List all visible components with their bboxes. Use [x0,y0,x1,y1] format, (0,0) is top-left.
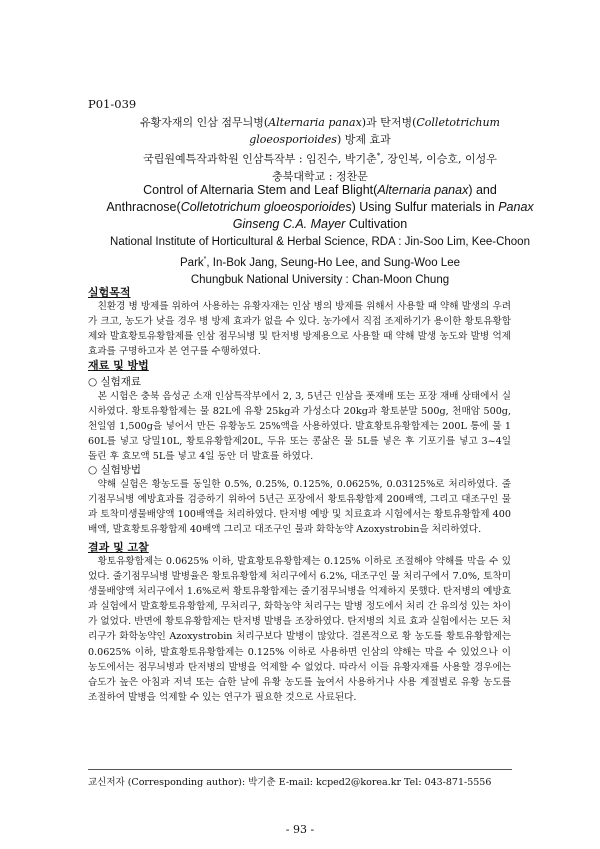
english-affiliation-1-cont: Park*, In-Bok Jang, Seung-Ho Lee, and Sung-Woo Lee [180,256,460,269]
species-name: Ginseng C.A. Mayer [232,217,346,231]
species-name: Colletotrichum gloeosporioides [180,200,352,214]
korean-title-line-1: 유황자재의 인삼 점무늬병(Alternaria panax)과 탄저병(Colletotrichum [140,116,500,129]
results-paragraph: 황토유황합제는 0.0625% 이하, 발효황토유황합제는 0.125% 이하로 조절해야 약해를 막을 수 있었다. 줄기점무늬병 발병율은 황토유황합제 처리구에서 6.2%, 대조구인 물 처리구에서 7.0%, 토착미생물배양액 처리구에서 1.6%로써 황토유황합제는 줄기점무늬병을 억제하지 못했다. 탄저병의 예방효과 실험에서 발효황토유황합제, 무처리구, 화학농약 처리구는 발병 정도에서 처리 간 유의성 있는 차이가 없었다. 반면에 황토유황합제는 탄저병 발병을 조장하였다. 탄저병의 치료 효과 실험에서는 모든 처리구가 화학농약인 Azoxystrobin 처리구보다 발병이 많았다. 결론적으로 황 농도를 황토유황합제는 0.0625% 이하, 발효황토유황합제는 0.125% 이하로 사용하면 인삼의 약해는 막을 수 있었으나 이 농도에서는 점무늬병과 탄저병의 발병을 억제할 수 없었다. 따라서 이들 유황자재를 사용할 경우에는 습도가 높은 아침과 저녁 또는 습한 날에 유황 농도를 높여서 사용하거나 사용 계절별로 유황 농도를 조절하여 발병을 억제할 수 있는 연구가 필요한 것으로 사료된다. [88,556,511,703]
section-heading-methods: 재료 및 방법 [88,359,149,372]
subsection-heading-materials: ○ 실험재료 [88,376,142,388]
corresponding-star: * [203,256,207,263]
korean-affiliation-1: 국립원예특작과학원 인삼특작부 : 임진수, 박기춘*, 장인복, 이승호, 이성우 [143,152,497,166]
method-paragraph: 약해 실험은 황농도를 동일한 0.5%, 0.25%, 0.125%, 0.0625%, 0.03125%로 처리하였다. 줄기점무늬병 예방효과를 검증하기 위하여 5년근 포장에서 황토유황합제 200배액, 그리고 대조구인 물과 토착미생물배양액 100배액을 처리하였다. 탄저병 예방 및 치료효과 시험에서는 황토유황합제 400배액, 발효황토유황합제 40배액 그리고 대조구인 물과 화학농약 Azoxystrobin을 처리하였다. [88,479,511,536]
species-name: gloeosporioides [249,133,337,146]
purpose-paragraph: 친환경 병 방제를 위하여 사용하는 유황자재는 인삼 병의 방제를 위해서 사용할 때 약해 발생의 우려가 크고, 농도가 낮을 경우 병 방제 효과가 없을 수 있다. 농가에서 직접 조제하기가 용이한 황토유황합제와 발효황토유황합제를 인삼 점무늬병 및 탄저병 방제용으로 사용할 때 약해 발생 농도와 발병 억제 효과를 구명하고자 본 연구를 수행하였다. [88,301,511,358]
korean-authors [60,148,580,185]
subsection-heading-method: ○ 실험방법 [88,464,142,476]
english-title-line-3: Ginseng C.A. Mayer Cultivation [232,217,408,231]
english-affiliation-1: National Institute of Horticultural & Herbal Science, RDA : Jin-Soo Lim, Kee-Choon [110,236,530,248]
abstract-code: P01-039 [88,97,137,111]
species-name: Alternaria panax [377,183,469,197]
english-affiliation-2: Chungbuk National University : Chan-Moon Chung [190,273,450,286]
korean-title [60,114,580,148]
english-title-line-2: Anthracnose(Colletotrichum gloeosporioides) Using Sulfur materials in Panax [106,200,534,214]
species-name: Panax [498,200,534,214]
footnote-divider [88,769,512,770]
corresponding-author-footnote: 교신저자 (Corresponding author): 박기춘 E-mail: kcped2@korea.kr Tel: 043-871-5556 [88,777,492,788]
english-authors [60,234,580,289]
english-title [60,182,580,233]
page-number: - 93 - [285,823,315,836]
section-heading-purpose: 실험목적 [88,286,131,299]
materials-paragraph: 본 시험은 충북 음성군 소재 인삼특작부에서 2, 3, 5년근 인삼을 폿재배 또는 포장 재배 상태에서 실시하였다. 황토유황합제는 물 82L에 유황 25kg과 가성소다 20kg과 황토분말 500g, 천매암 500g, 천일염 1,500g을 넣어서 만든 유황농도 25%액을 사용하였다. 발효황토유황합제는 200L 통에 물 160L를 넣고 당밀10L, 황토유황합제20L, 두유 또는 콩삶은 물 5L를 넣은 후 기포기를 넣고 3~4일 돌린 후 효모액 5L를 넣고 4일 동안 더 발효를 하였다. [88,391,511,463]
korean-title-line-2: gloeosporioides) 방제 효과 [249,133,391,146]
korean-affiliation-2: 충북대학교 : 정찬문 [272,169,368,183]
section-heading-results: 결과 및 고찰 [88,541,149,554]
species-name: Alternaria panax [268,116,362,129]
corresponding-star: * [376,152,381,160]
species-name: Colletotrichum [416,116,500,129]
english-title-line-1: Control of Alternaria Stem and Leaf Blight(Alternaria panax) and [143,183,497,197]
